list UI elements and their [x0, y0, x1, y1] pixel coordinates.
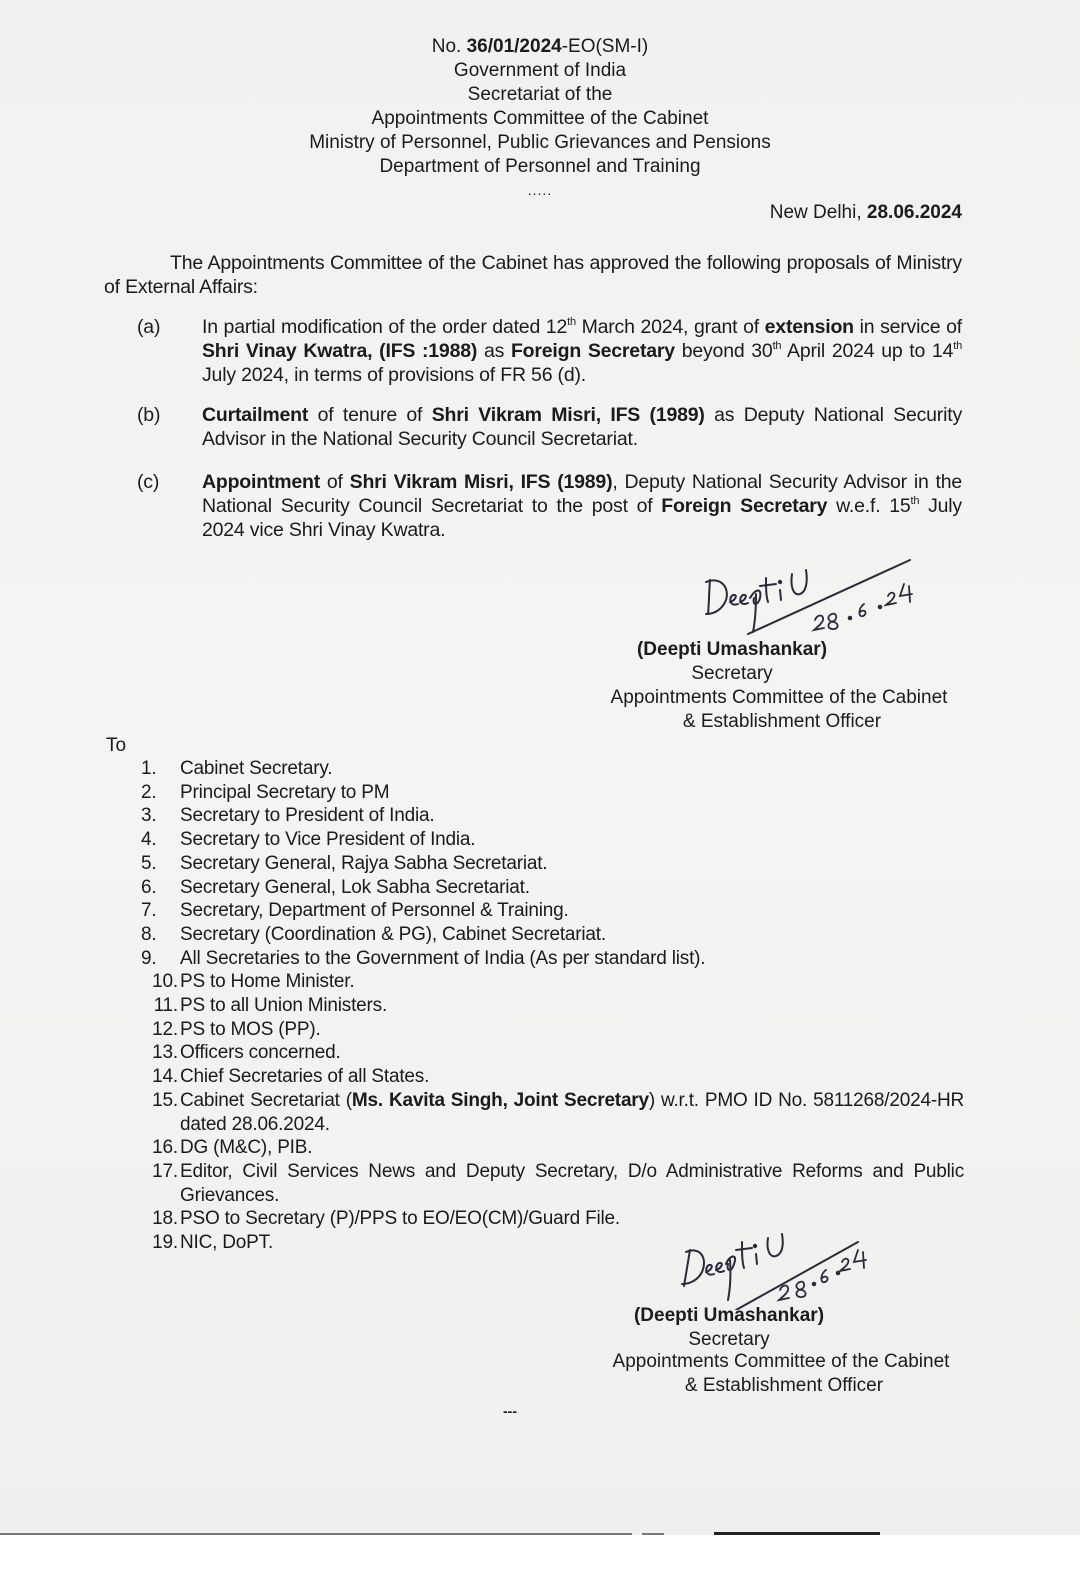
- header-line-ministry: Ministry of Personnel, Public Grievances and Pensions: [309, 132, 771, 153]
- proposal-label: (b): [137, 404, 161, 426]
- signatory-designation: Secretary: [688, 1329, 770, 1350]
- header-line-government: Government of India: [453, 60, 627, 81]
- distribution-list: [138, 757, 964, 1255]
- distribution-item: 13. Officers concerned.: [152, 1042, 341, 1064]
- page-edge-line: [642, 1533, 664, 1535]
- distribution-item: 2. Principal Secretary to PM: [141, 781, 390, 803]
- signatory-office-2: & Establishment Officer: [682, 711, 882, 732]
- proposal-text: In partial modification of the order dated 12th March 2024, grant of extension in service of Shri Vinay Kwatra, (IFS :1988) as Foreign Secretary beyond 30th April 2024 up to 14th July 2024, in terms of provisions of FR 56 (d).: [202, 315, 962, 386]
- signature-block-1: [542, 638, 922, 686]
- order-number-prefix: No.: [431, 36, 467, 57]
- distribution-item: 9. All Secretaries to the Government of India (As per standard list).: [141, 947, 706, 969]
- signatory-name: (Deepti Umashankar): [633, 1305, 825, 1326]
- order-number-suffix: -EO(SM-I): [561, 36, 649, 57]
- dateline-date: 28.06.2024: [866, 202, 962, 223]
- proposal-item-c: [137, 470, 962, 545]
- signatory-name: (Deepti Umashankar): [636, 639, 828, 660]
- distribution-item: 11. PS to all Union Ministers.: [153, 995, 388, 1017]
- distribution-item: 19. NIC, DoPT.: [152, 1232, 274, 1254]
- intro-text: The Appointments Committee of the Cabinet has approved the following proposals of Ministry of External Affairs:: [104, 252, 962, 298]
- distribution-item: 6. Secretary General, Lok Sabha Secretariat.: [141, 876, 530, 898]
- order-number: [0, 35, 1080, 59]
- page-edge-line: [714, 1532, 880, 1535]
- signatory-office-block-2: [590, 1350, 972, 1398]
- intro-paragraph: [104, 251, 962, 299]
- distribution-item: 7. Secretary, Department of Personnel & Training.: [141, 900, 569, 922]
- distribution-item: 16. DG (M&C), PIB.: [152, 1137, 313, 1159]
- signatory-office: Appointments Committee of the Cabinet: [612, 1351, 950, 1372]
- proposal-item-a: [137, 315, 962, 390]
- distribution-item: 17. Editor, Civil Services News and Deputy Secretary, D/o Administrative Reforms and Public Grievances.: [152, 1160, 964, 1206]
- distribution-item: 1. Cabinet Secretary.: [141, 758, 333, 779]
- header-line-secretariat: Secretariat of the: [467, 84, 613, 105]
- distribution-item: 14. Chief Secretaries of all States.: [152, 1066, 430, 1088]
- distribution-item: 5. Secretary General, Rajya Sabha Secretariat.: [141, 852, 548, 874]
- distribution-item: 15. Cabinet Secretariat (Ms. Kavita Singh, Joint Secretary) w.r.t. PMO ID No. 5811268/2024-HR dated 28.06.2024.: [152, 1089, 964, 1135]
- distribution-item: 10. PS to Home Minister.: [152, 971, 355, 993]
- dateline: [770, 202, 962, 224]
- signatory-office: Appointments Committee of the Cabinet: [610, 687, 948, 708]
- header-separator: .....: [527, 182, 553, 198]
- header-line-department: Department of Personnel and Training: [379, 156, 701, 177]
- proposal-text: Curtailment of tenure of Shri Vikram Misri, IFS (1989) as Deputy National Security Advisor in the National Security Council Secretariat.: [202, 404, 962, 450]
- handwritten-signature-2: [676, 1220, 876, 1310]
- distribution-item: 18. PSO to Secretary (P)/PPS to EO/EO(CM)/Guard File.: [152, 1208, 620, 1230]
- signatory-office-2: & Establishment Officer: [684, 1375, 884, 1396]
- signatory-designation: Secretary: [691, 663, 773, 684]
- proposal-item-b: [137, 403, 962, 453]
- to-label: To: [106, 735, 127, 756]
- dateline-place: New Delhi,: [769, 202, 867, 223]
- page-edge-line: [0, 1533, 632, 1535]
- header-line-acc: Appointments Committee of the Cabinet: [371, 108, 709, 129]
- distribution-item: 12. PS to MOS (PP).: [152, 1018, 321, 1040]
- proposal-text: Appointment of Shri Vikram Misri, IFS (1989), Deputy National Security Advisor in the National Security Council Secretariat to the post of Foreign Secretary w.e.f. 15th July 2024 vice Shri Vinay Kwatra.: [202, 471, 962, 541]
- proposal-label: (a): [137, 316, 161, 338]
- order-number-bold: 36/01/2024: [466, 36, 562, 57]
- page-bottom-margin: [0, 1535, 1080, 1583]
- distribution-item: 8. Secretary (Coordination & PG), Cabinet Secretariat.: [141, 923, 606, 945]
- signature-block-2: [539, 1304, 919, 1352]
- distribution-item: 4. Secretary to Vice President of India.: [141, 829, 476, 851]
- signatory-office-block-1: [588, 686, 970, 734]
- distribution-item: 3. Secretary to President of India.: [141, 805, 435, 827]
- handwritten-signature-1: [700, 552, 920, 642]
- end-of-document-mark: ---: [503, 1403, 517, 1419]
- proposal-label: (c): [137, 471, 160, 493]
